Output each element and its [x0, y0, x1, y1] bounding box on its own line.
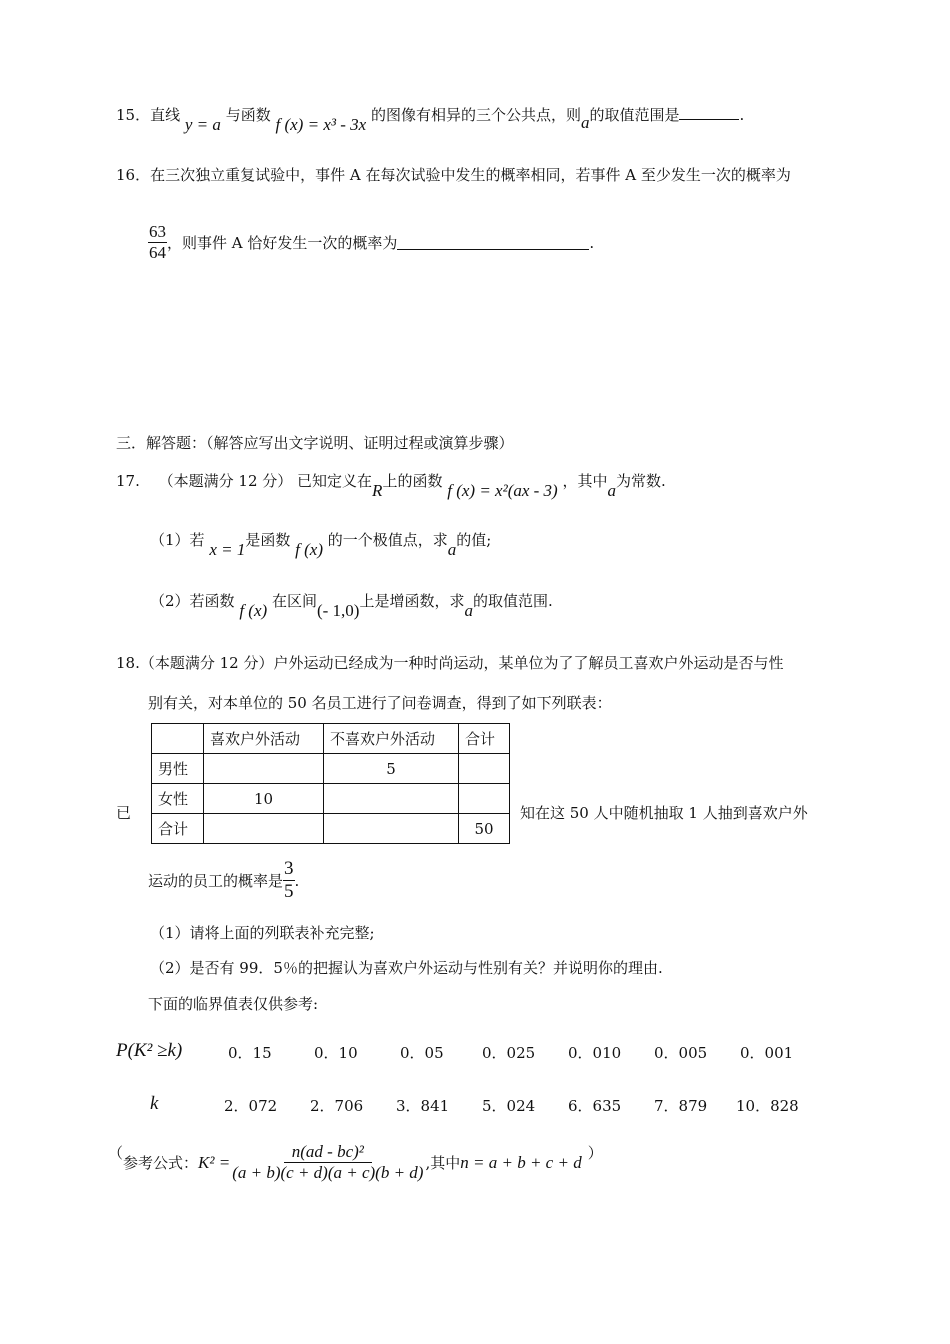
critical-p-value: 0．10 [314, 1044, 358, 1062]
formula-n-expression: n = a + b + c + d [460, 1152, 582, 1172]
table-cell: 10 [204, 784, 324, 814]
critical-k-label: k [150, 1093, 159, 1114]
table-cell[interactable] [459, 754, 510, 784]
q17-part-1 [150, 529, 492, 559]
q18-fraction-denominator: 5 [284, 881, 294, 902]
q15-end: . [739, 106, 745, 124]
q17-p2-text-d: 的取值范围. [472, 592, 553, 610]
q16-fraction-numerator: 63 [149, 222, 166, 241]
q17-p1-text-c: 的一个极值点，求 [327, 531, 448, 549]
q15-number: 15． [116, 106, 151, 124]
q16-fraction [148, 222, 167, 263]
critical-k-value: 10．828 [736, 1097, 799, 1115]
q17-p2-text-b: 在区间 [271, 592, 317, 610]
table-header-cell: 喜欢户外活动 [204, 724, 324, 754]
table-cell[interactable] [324, 814, 459, 844]
q18-fraction-numerator: 3 [284, 858, 294, 879]
q15-answer-blank[interactable] [679, 119, 739, 120]
critical-p-label: P(K² ≥k) [116, 1040, 183, 1061]
critical-p-value: 0．15 [228, 1044, 272, 1062]
critical-p-value: 0．001 [740, 1044, 794, 1062]
q18-line-3 [148, 858, 299, 903]
q18-line-3-text: 运动的员工的概率是 [148, 872, 284, 890]
q18-side-left: 已 [116, 804, 132, 822]
table-row [152, 754, 510, 784]
critical-k-value: 2．072 [224, 1097, 278, 1115]
table-cell[interactable] [459, 784, 510, 814]
q18-reference-note: 下面的临界值表仅供参考: [148, 995, 319, 1013]
table-header-cell: 合计 [459, 724, 510, 754]
q16-answer-blank[interactable] [397, 235, 589, 250]
q17-p2-math-interval: (- 1,0) [316, 601, 360, 620]
q17-text-3: 为常数. [616, 472, 666, 490]
critical-p-value: 0．025 [482, 1044, 536, 1062]
formula-lhs: K² = [198, 1152, 231, 1172]
q15-text-3: 的图像有相异的三个公共点，则 [370, 106, 581, 124]
q18-fraction [283, 858, 295, 903]
question-17 [116, 470, 666, 500]
critical-p-value: 0．005 [654, 1044, 708, 1062]
q17-p1-text-d: 的值; [456, 531, 492, 549]
table-cell: 5 [324, 754, 459, 784]
q15-math-line: y = a [184, 115, 221, 134]
table-row [152, 784, 510, 814]
table-header-cell: 不喜欢户外活动 [324, 724, 459, 754]
q17-math-R: R [372, 481, 383, 500]
q17-p2-text-c: 上是增函数，求 [359, 592, 465, 610]
q17-text-2: ，其中 [562, 472, 608, 490]
critical-p-value: 0．010 [568, 1044, 622, 1062]
critical-k-value: 7．879 [654, 1097, 708, 1115]
critical-k-value: 6．635 [568, 1097, 622, 1115]
contingency-table [151, 723, 510, 844]
q18-line-2: 别有关，对本单位的 50 名员工进行了问卷调查，得到了如下列联表： [148, 694, 612, 712]
q15-text-2: 与函数 [225, 106, 271, 124]
q17-text-1: 上的函数 [382, 472, 443, 490]
table-header-row [152, 724, 510, 754]
q17-number: 17. [116, 472, 140, 490]
q17-p1-math-f: f (x) [295, 540, 323, 559]
q15-math-function: f (x) = x³ - 3x [275, 115, 367, 134]
q17-p1-math-x: x = 1 [209, 540, 246, 559]
q17-head: （本题满分 12 分） 已知定义在 [158, 472, 373, 490]
critical-p-value: 0．05 [400, 1044, 444, 1062]
q17-p1-text-b: 是函数 [245, 531, 291, 549]
table-cell: 男性 [152, 754, 204, 784]
table-cell[interactable] [204, 814, 324, 844]
table-cell: 合计 [152, 814, 204, 844]
table-row [152, 814, 510, 844]
section-3-heading: 三．解答题：（解答应写出文字说明、证明过程或演算步骤） [116, 434, 514, 452]
q17-p1-math-a: a [447, 540, 457, 559]
q17-p1-text-a: （1）若 [150, 531, 205, 549]
q16-line-1: 16．在三次独立重复试验中，事件 A 在每次试验中发生的概率相同，若事件 A 至少发生一次的概率为 [116, 166, 791, 184]
q17-p2-text-a: （2）若函数 [150, 592, 235, 610]
q15-text-1: 直线 [150, 106, 181, 124]
table-cell: 女性 [152, 784, 204, 814]
q18-part-1: （1）请将上面的列联表补充完整; [150, 924, 375, 942]
table-cell[interactable] [204, 754, 324, 784]
question-15 [116, 104, 745, 134]
q17-math-a: a [607, 481, 617, 500]
critical-k-value: 5．024 [482, 1097, 536, 1115]
q16-fraction-denominator: 64 [149, 243, 166, 262]
table-cell: 50 [459, 814, 510, 844]
q17-p2-math-f: f (x) [239, 601, 268, 620]
formula-numerator: n(ad - bc)² [284, 1142, 372, 1163]
critical-k-value: 2．706 [310, 1097, 364, 1115]
formula-close-paren: ） [587, 1144, 603, 1162]
formula-label: 参考公式： [123, 1154, 199, 1172]
question-16-line-2 [148, 222, 594, 263]
q18-part-2: （2）是否有 99．5％的把握认为喜欢户外运动与性别有关？并说明你的理由. [150, 959, 663, 977]
q15-text-4: 的取值范围是 [589, 106, 680, 124]
formula-denominator: (a + b)(c + d)(a + c)(b + d) [232, 1163, 424, 1182]
q18-line-1: 18.（本题满分 12 分）户外运动已经成为一种时尚运动，某单位为了了解员工喜欢户外运动是否与性 [116, 654, 784, 672]
critical-k-value: 3．841 [396, 1097, 450, 1115]
formula-mid: ,其中 [425, 1154, 461, 1172]
table-header-cell [152, 724, 204, 754]
q17-p2-math-a: a [464, 601, 473, 620]
q18-side-right: 知在这 50 人中随机抽取 1 人抽到喜欢户外 [520, 804, 808, 822]
formula-open-paren: （ [108, 1144, 124, 1162]
q16-text-1: ，则事件 A 恰好发生一次的概率为 [167, 234, 398, 252]
q18-line-3-end: . [294, 871, 300, 890]
formula-fraction [232, 1142, 423, 1183]
reference-formula [108, 1142, 603, 1183]
table-cell[interactable] [324, 784, 459, 814]
q17-part-2 [150, 590, 553, 620]
q17-math-function: f (x) = x²(ax - 3) [447, 481, 558, 500]
q16-end: . [589, 233, 595, 252]
q15-math-a: a [580, 113, 590, 132]
